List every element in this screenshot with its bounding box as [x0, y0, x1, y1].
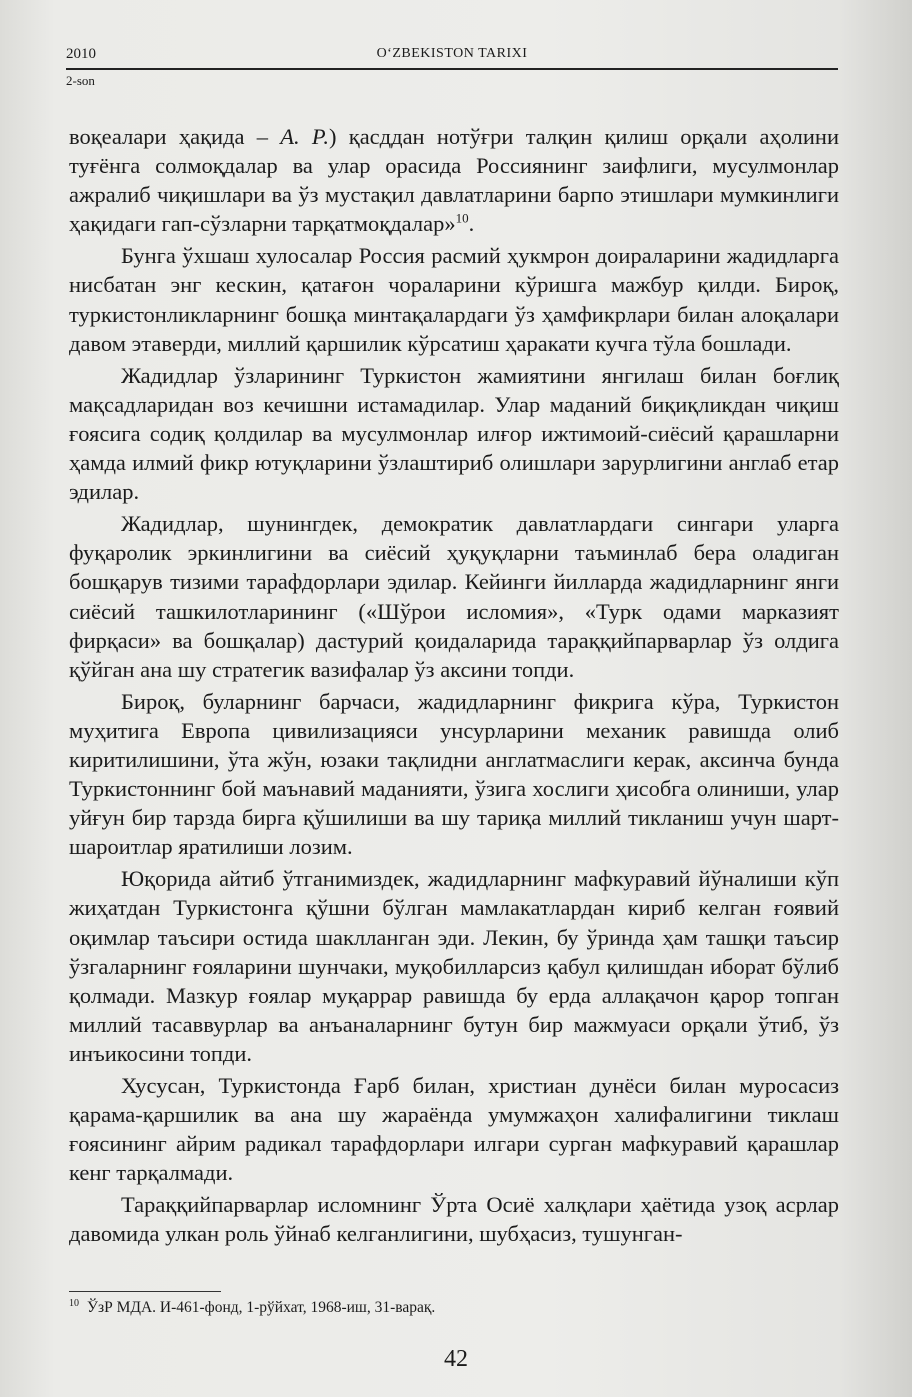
paragraph-6: Юқорида айтиб ўтганимиздек, жадидларнинг мафкуравий йўналиши кўп жиҳатдан Туркистонга қўшни бўлган мамлакатлардан кириб келган ғоявий оқимлар таъсири остида шаклланган эди. Лекин, бу ўринда ҳам ташқи таъсир ўзгаларнинг ғояларини шунчаки, муқобилларсиз қабул қилишдан иборат бўлиб қолмади. Мазкур ғоялар муқаррар равишда бу ерда аллақачон қарор топган миллий тасаввурлар ва анъаналарнинг бутун бир мажмуаси орқали ўтиб, ўз инъикосини топди.: [69, 866, 839, 1066]
paragraph-8: Тараққийпарварлар исломнинг Ўрта Осиё халқлари ҳаётида узоқ асрлар давомида улкан роль ўйнаб келганлигини, шубҳасиз, тушунган-: [69, 1192, 839, 1247]
header-journal-title: O‘ZBEKISTON TARIXI: [376, 46, 528, 61]
footnote: [69, 1298, 839, 1317]
running-header: [66, 44, 838, 90]
footnote-reference: 10: [455, 210, 469, 226]
paragraph-5: Бироқ, буларнинг барчаси, жадидларнинг фикрига кўра, Туркистон муҳитига Европа цивилизацияси унсурларини механик равишда олиб киритилишини, ўта жўн, юзаки тақлидни англатмаслиги керак, аксинча бунда Туркистоннинг бой маънавий маданияти, ўзига хослиги ҳисобга олиниши, улар уйғун бир тарзда бирга қўшилиши ва шу тариқа миллий тикланиш учун шарт-шароитлар яратилиши лозим.: [69, 688, 839, 860]
paragraph-3: Жадидлар ўзларининг Туркистон жамиятини янгилаш билан боғлиқ мақсадларидан воз кечишни истамадилар. Улар маданий биқиқликдан чиқиш ғоясига содиқ қолдилар ва мусулмонлар илғор ижтимоий-сиёсий қарашларни ҳамда илмий фикр ютуқларини ўзлаштириб олишлари зарурлигини англаб етар эдилар.: [69, 362, 839, 505]
header-rule: [66, 68, 838, 70]
paragraph-4: Жадидлар, шунингдек, демократик давлатлардаги сингари уларга фуқаролик эркинлигини ва сиёсий ҳуқуқларни таъминлаб бера оладиган бошқарув тизими тарафдорлари эдилар. Кейинги йилларда жадидларнинг янги сиёсий ташкилотларининг («Шўрои исломия», «Турк одами марказият фирқаси» ва бошқалар) дастурий қоидаларида тараққийпарварлар ўз олдига қўйган ана шу стратегик вазифалар ўз аксини топди.: [69, 511, 839, 682]
paragraph-2: Бунга ўхшаш хулосалар Россия расмий ҳукмрон доираларини жадидларга нисбатан энг кескин, қатағон чораларини кўришга мажбур қилди. Бироқ, туркистонликларнинг бошқа минтақалардаги ўз ҳамфикрлари билан алоқалари давом этаверди, миллий қаршилик кўрсатиш ҳаракати кучга тўла бошлади.: [69, 243, 839, 356]
footnote-rule: [69, 1291, 221, 1292]
footnote-number: 10: [69, 1298, 79, 1309]
header-issue: 2-son: [66, 73, 95, 88]
body-text: [69, 122, 839, 1252]
footnote-text: ЎзР МДА. И-461-фонд, 1-рўйхат, 1968-иш, 31-варақ.: [87, 1299, 436, 1317]
paragraph-1: воқеалари ҳақида – А. Р.) қасддан нотўғри талқин қилиш орқали аҳолини туғёнга солмоқдалар ва улар орасида Россиянинг заифлиги, мусулмонлар ажралиб чиқишлари ва ўз мустақил давлатларини барпо этишлари мумкинлиги ҳақидаги гап-сўзларни тарқатмоқдалар»$^{10}$.: [69, 124, 839, 237]
header-year: 2010: [66, 46, 96, 62]
author-initials: А. Р.: [280, 124, 330, 149]
page-number: 42: [444, 1346, 468, 1372]
paragraph-7: Хусусан, Туркистонда Ғарб билан, христиан дунёси билан муросасиз қарама-қаршилик ва ана шу жараёнда умумжаҳон халифалигини тиклаш ғоясининг айрим радикал тарафдорлари илгари сурган мафкуравий қарашлар кенг тарқалмади.: [69, 1073, 839, 1186]
